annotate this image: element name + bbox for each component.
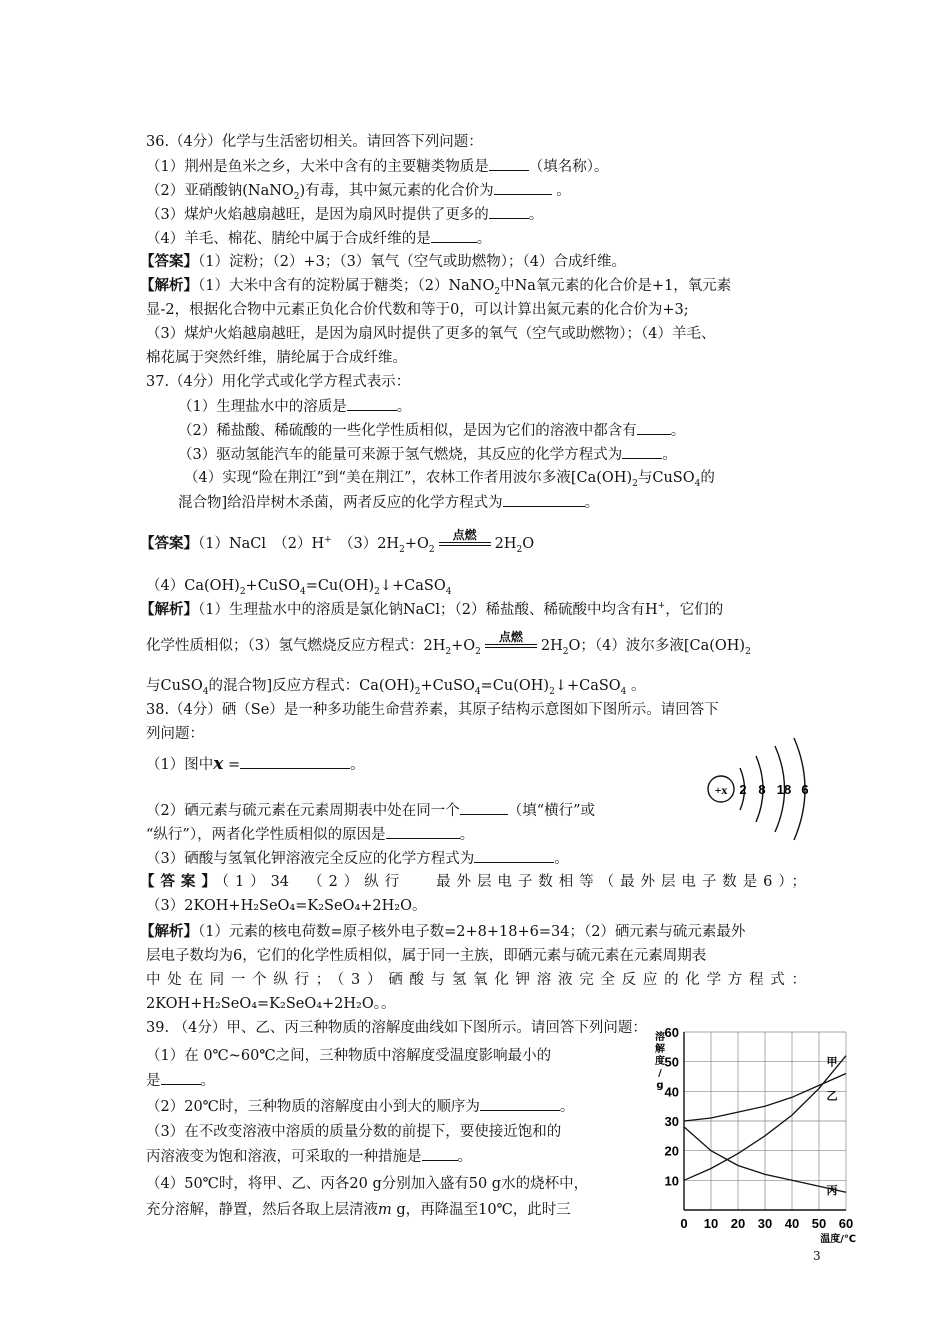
series-label-2: 丙: [826, 1184, 838, 1198]
x-tick-50: 50: [811, 1216, 827, 1231]
q37-analysis-2: 化学性质相似；（3）氢气燃烧反应方程式：$2H_2+O_2$ 点燃 $2H_2O$；（4）波尔多液[$Ca(OH)_2$: [146, 629, 751, 657]
q37-part2: （2）稀盐酸、稀硫酸的一些化学性质相似，是因为它们的溶液中都含有 。: [178, 420, 685, 441]
series-label-1: 乙: [826, 1089, 838, 1103]
y-tick-60: 60: [664, 1025, 679, 1040]
q38-analysis-1: 【解析】（1）元素的核电荷数=原子核外电子数=2+8+18+6=34；（2）硒元素与硫元素最外: [140, 923, 746, 940]
q37-answer-2: $(4)Ca(OH)_2+CuSO_4=Cu(OH)_2↓+CaSO_4$: [146, 578, 452, 597]
q37-part1: （1）生理盐水中的溶质是 。: [178, 396, 411, 417]
q38-analysis-3: 中处在同一个纵行；（3）硒酸与氢氧化钾溶液完全反应的化学方程式：: [146, 972, 806, 988]
q39-part1-line1: （1）在 0℃~60℃之间，三种物质中溶解度受温度影响最小的: [146, 1048, 552, 1064]
y-tick-20: 20: [664, 1143, 679, 1159]
q38-answer-2: （3）2KOH+H₂SeO₄=K₂SeO₄+2H₂O。: [146, 898, 427, 914]
shell-3-count: 18: [776, 782, 792, 797]
x-tick-0: 0: [680, 1216, 688, 1231]
q39-part3: （3）在不改变溶液中溶质的质量分数的前提下，要使接近饱和的: [146, 1124, 562, 1140]
q37-part3: （3）驱动氢能汽车的能量可来源于氢气燃烧，其反应的化学方程式为 。: [178, 444, 677, 465]
selenium-atom-diagram: [702, 732, 818, 846]
q38-analysis-2: 层电子数均为6，它们的化学性质相似，属于同一主族，即硒元素与硫元素在元素周期表: [146, 948, 707, 964]
q37-analysis-1: 【解析】（1）生理盐水中的溶质是氯化钠NaCl；（2）稀盐酸、稀硫酸中均含有H+，它们的: [140, 601, 724, 618]
q39-stem: 39. （4分）甲、乙、丙三种物质的溶解度曲线如下图所示。请回答下列问题：: [146, 1020, 647, 1036]
solubility-chart: [650, 1024, 860, 1248]
q36-answer: 【答案】（1）淀粉；（2）+3；（3）氧气（空气或助燃物）；（4）合成纤维。: [140, 253, 627, 270]
ignite-condition: 点燃: [439, 543, 491, 546]
x-label: 温度/℃: [820, 1234, 856, 1245]
q36-analysis-3: （3）煤炉火焰越扇越旺，是因为扇风时提供了更多的氧气（空气或助燃物）；（4）羊毛、: [146, 326, 716, 342]
q38-analysis-4: 2KOH+H₂SeO₄=K₂SeO₄+2H₂O。。: [146, 996, 396, 1012]
q36-part4: （4）羊毛、棉花、腈纶中属于合成纤维的是 。: [146, 228, 491, 249]
q38-stem-1: 38.（4分）硒（Se）是一种多功能生命营养素，其原子结构示意图如下图所示。请回答下: [146, 702, 719, 718]
x-tick-60: 60: [838, 1216, 854, 1231]
q37-answer-1: 【答案】（1）NaCl （2）H+ $(3)2H_2+O_2$ 点燃 $2H_2O$: [140, 527, 535, 555]
y-tick-30: 30: [664, 1114, 679, 1129]
y-label-char-0: 溶: [655, 1032, 665, 1043]
q37-stem: 37.（4分）用化学式或化学方程式表示：: [146, 374, 411, 390]
x-tick-30: 30: [757, 1216, 773, 1231]
page-number: 3: [813, 1249, 821, 1263]
q39-part1-line2: 是 。: [146, 1070, 215, 1091]
q36-stem: 36.（4分）化学与生活密切相关。请回答下列问题：: [146, 134, 483, 150]
y-label-char-3: /: [658, 1068, 662, 1079]
q38-part2-line2: “纵行”），两者化学性质相似的原因是 。: [146, 824, 474, 845]
q36-part2: （2）亚硝酸钠(NaNO$_2$)有毒，其中氮元素的化合价为 。: [146, 180, 571, 201]
q36-analysis-2: 显-2，根据化合物中元素正负化合价代数和等于0，可以计算出氮元素的化合价为+3;: [146, 302, 689, 318]
q38-part2-line1: （2）硒元素与硫元素在元素周期表中处在同一个 （填“横行”或: [146, 800, 595, 821]
y-label-char-4: g: [656, 1080, 664, 1091]
q37-part4-line2: 混合物]给沿岸树木杀菌，两者反应的化学方程式为 。: [178, 492, 599, 513]
q37-analysis-3: 与CuSO$_4$的混合物]反应方程式：$Ca(OH)_2+CuSO_4=Cu(OH)_2↓+CaSO_4$ 。: [146, 678, 646, 697]
y-tick-40: 40: [664, 1084, 679, 1100]
shell-4-count: 6: [801, 782, 809, 797]
q36-part3: （3）煤炉火焰越扇越旺，是因为扇风时提供了更多的 。: [146, 204, 543, 225]
nucleus-charge: +x: [714, 783, 728, 797]
x-tick-20: 20: [730, 1216, 746, 1231]
y-tick-10: 10: [664, 1173, 679, 1189]
q39-part3-line2: 丙溶液变为饱和溶液，可采取的一种措施是 。: [146, 1146, 472, 1167]
y-tick-50: 50: [664, 1054, 679, 1070]
q38-stem-2: 列问题：: [146, 726, 204, 742]
q36-analysis-4: 棉花属于突然纤维，腈纶属于合成纤维。: [146, 350, 407, 366]
q39-part4-line2: 充分溶解，静置，然后各取上层清液m g，再降温至10℃，此时三: [146, 1202, 571, 1218]
q38-part1: （1）图中x = 。: [146, 754, 365, 774]
q36-part1: （1）荆州是鱼米之乡，大米中含有的主要糖类物质是 （填名称）。: [146, 156, 608, 177]
ignite-condition-2: 点燃: [485, 645, 537, 648]
q38-part3: （3）硒酸与氢氧化钾溶液完全反应的化学方程式为 。: [146, 848, 569, 869]
shell-1-count: 2: [739, 782, 747, 797]
x-tick-40: 40: [784, 1216, 800, 1231]
x-tick-10: 10: [703, 1216, 719, 1231]
shell-2-count: 8: [758, 782, 766, 797]
q37-part4-line1: （4）实现“险在荆江”到“美在荆江”，农林工作者用波尔多液[$Ca(OH)_2$与CuSO$_4$的: [184, 470, 715, 489]
q39-part2: （2）20℃时，三种物质的溶解度由小到大的顺序为 。: [146, 1096, 574, 1117]
q39-part4-line1: （4）50℃时，将甲、乙、丙各20 g分别加入盛有50 g水的烧杯中，: [146, 1176, 589, 1192]
q38-answer-1: 【答案】（1）34 （2）纵行 最外层电子数相等（最外层电子数是6）；: [140, 873, 807, 890]
series-label-0: 甲: [826, 1055, 838, 1069]
q36-analysis-1: 【解析】（1）大米中含有的淀粉属于糖类；（2）NaNO$_2$中Na氧元素的化合价是+1，氧元素: [140, 277, 732, 297]
y-label-char-1: 解: [655, 1044, 665, 1055]
y-label-char-2: 度: [655, 1056, 665, 1067]
